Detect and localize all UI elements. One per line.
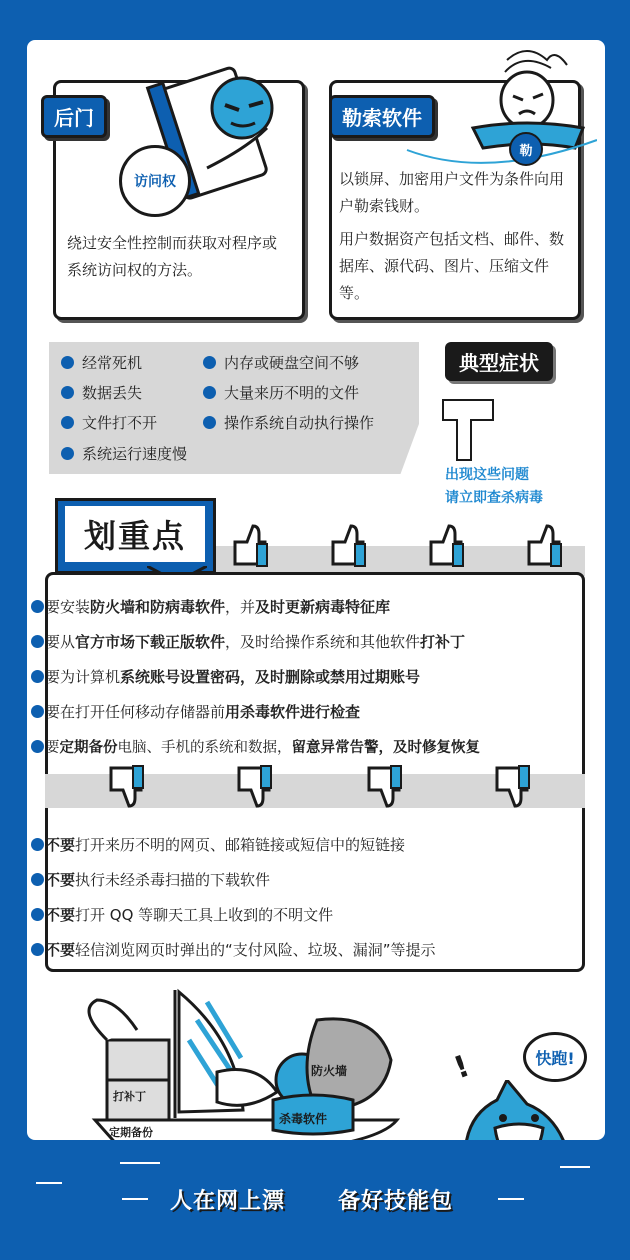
symptom-2: 数据丢失	[61, 382, 142, 403]
ransomware-desc-2: 用户数据资产包括文档、邮件、数据库、源代码、图片、压缩文件等。	[339, 230, 565, 302]
thumbs-up-icon	[329, 520, 369, 568]
backup-box-label: 定期备份	[109, 1126, 153, 1139]
thumbs-up-icon	[231, 520, 271, 568]
symptom-7: 操作系统自动执行操作	[203, 412, 374, 433]
shark-illustration	[437, 1080, 587, 1140]
firewall-bag-label: 防火墙	[311, 1064, 348, 1078]
antivirus-bag-label: 杀毒软件	[279, 1112, 328, 1126]
access-badge: 访问权	[119, 145, 191, 217]
boat-illustration	[67, 980, 427, 1140]
thumbs-down-icon	[235, 764, 275, 812]
wave-dash	[120, 1162, 160, 1164]
pointing-hand-icon	[439, 396, 499, 466]
run-bubble: 快跑!	[523, 1032, 587, 1082]
wave-dash	[560, 1166, 590, 1168]
thumbs-up-icon	[427, 520, 467, 568]
symptom-5: 内存或硬盘空间不够	[203, 352, 359, 373]
ransomware-desc-1: 以锁屏、加密用户文件为条件向用户勒索钱财。	[339, 170, 565, 215]
do-rule-5: 要定期备份电脑、手机的系统和数据，留意异常告警，及时修复恢复	[45, 736, 480, 757]
footer-dash-left	[122, 1198, 148, 1200]
do-rule-4: 要在打开任何移动存储器前用杀毒软件进行检查	[45, 701, 360, 722]
symptoms-title: 典型症状	[445, 342, 553, 381]
symptom-6: 大量来历不明的文件	[203, 382, 359, 403]
wave-dash	[36, 1182, 62, 1184]
thumbs-down-icon	[365, 764, 405, 812]
info-card	[27, 40, 605, 1140]
footer-slogan-left: 人在网上漂	[170, 1189, 286, 1214]
symptoms-note-2: 请立即查杀病毒	[445, 490, 543, 506]
do-rule-1: 要安装防火墙和防病毒软件，并及时更新病毒特征库	[45, 596, 390, 617]
patch-box-label: 打补丁	[113, 1090, 146, 1103]
keypoints-title-inner: 划重点	[65, 506, 205, 562]
thumbs-down-icon	[493, 764, 533, 812]
symptoms-note-1: 出现这些问题	[445, 467, 529, 483]
symptom-1: 经常死机	[61, 352, 142, 373]
footer-slogan-right: 备好技能包	[338, 1189, 454, 1214]
do-rule-2: 要从官方市场下载正版软件，及时给操作系统和其他软件打补丁	[45, 631, 465, 652]
symptom-3: 文件打不开	[61, 412, 157, 433]
dont-rule-3: 不要打开 QQ 等聊天工具上收到的不明文件	[45, 904, 333, 925]
footer-dash-right	[498, 1198, 524, 1200]
ransom-badge: 勒	[509, 132, 543, 166]
dont-rule-2: 不要执行未经杀毒扫描的下载软件	[45, 869, 270, 890]
backdoor-title: 后门	[41, 95, 107, 138]
thumbs-down-icon	[107, 764, 147, 812]
ransomware-title: 勒索软件	[329, 95, 435, 138]
backdoor-desc: 绕过安全性控制而获取对程序或系统访问权的方法。	[67, 234, 278, 279]
symptom-4: 系统运行速度慢	[61, 443, 187, 464]
dont-rule-4: 不要轻信浏览网页时弹出的“支付风险、垃圾、漏洞”等提示	[45, 939, 436, 960]
thumbs-up-icon	[525, 520, 565, 568]
dont-rule-1: 不要打开来历不明的网页、邮箱链接或短信中的短链接	[45, 834, 405, 855]
warning-exclamation-icon: !	[449, 1048, 475, 1087]
do-rule-3: 要为计算机系统账号设置密码，及时删除或禁用过期账号	[45, 666, 420, 687]
